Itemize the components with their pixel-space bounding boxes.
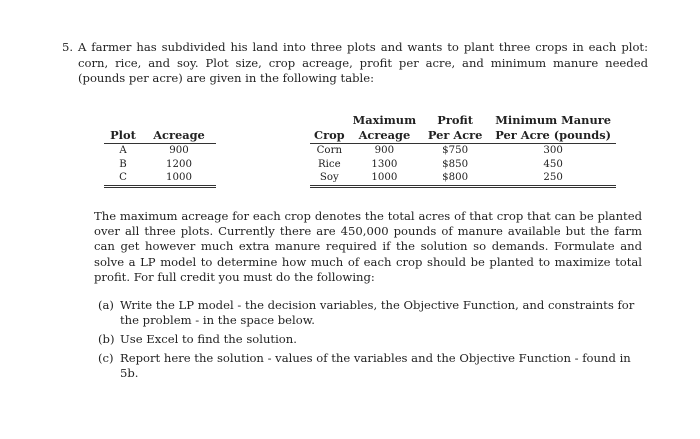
table-row (104, 144, 216, 158)
table-cell: A (119, 145, 127, 156)
table-cell: Corn (316, 145, 342, 156)
list-item (94, 332, 642, 347)
list-item (94, 351, 642, 381)
crop-header: Crop (310, 128, 349, 144)
crop-table-header-bottom (310, 128, 616, 144)
table-cell: $850 (442, 158, 469, 170)
table-cell: C (104, 171, 142, 186)
maximum-header: Maximum (352, 113, 417, 127)
table-row (310, 144, 616, 158)
table-cell: 450 (543, 158, 563, 170)
plot-table (104, 128, 216, 188)
table-cell: 1300 (371, 158, 398, 170)
profit-header: Profit (437, 113, 473, 127)
table-cell: 1200 (166, 158, 192, 170)
table-row (104, 158, 216, 172)
crop-table-header-top (310, 113, 616, 128)
table-cell: 300 (543, 145, 563, 156)
table-cell: B (119, 158, 127, 170)
table-cell: 900 (374, 145, 395, 156)
min-manure-header: Minimum Manure (495, 113, 611, 127)
per-acre-pounds-header: Per Acre (pounds) (490, 128, 616, 144)
table-cell: 900 (169, 145, 189, 156)
plot-table-header (104, 128, 216, 144)
acreage-header: Acreage (142, 128, 216, 144)
table-cell: $750 (442, 145, 469, 156)
problem-body: The maximum acreage for each crop denotes the total acres of that crop that can be planted over all three plots. Currently there are 450,000 pounds of manure available but the farm can get however much extra manure required if the solution so demands. Formulate and solve a LP model to determine how much of each crop should be planted to maximize total profit. For full credit you must do the following: (94, 209, 642, 284)
problem-statement (62, 40, 648, 87)
list-item (94, 298, 642, 328)
table-cell: Soy (310, 171, 349, 186)
part-label: (c) (98, 351, 114, 365)
crop-table (310, 113, 616, 188)
per-acre-header: Per Acre (420, 128, 490, 144)
part-text: Use Excel to find the solution. (120, 332, 297, 346)
acreage-header: Acreage (349, 128, 421, 144)
part-label: (b) (98, 332, 115, 346)
table-cell: 1000 (142, 171, 216, 186)
part-label: (a) (98, 298, 114, 312)
table-cell: 1000 (349, 171, 421, 186)
part-text: Report here the solution - values of the variables and the Objective Function - found in 5b. (120, 351, 631, 380)
table-cell: Rice (317, 158, 341, 170)
table-cell: $800 (420, 171, 490, 186)
problem-number: 5. (62, 40, 74, 54)
problem-intro: A farmer has subdivided his land into three plots and wants to plant three crops in each plot: corn, rice, and soy. Plot size, crop acreage, profit per acre, and minimum manure needed (pounds per acre) are given in the following table: (78, 40, 648, 85)
part-text: Write the LP model - the decision variables, the Objective Function, and constraints for the problem - in the space below. (120, 298, 635, 327)
table-row (310, 158, 616, 172)
sub-question-list (94, 298, 642, 385)
table-row (104, 171, 216, 186)
plot-header: Plot (104, 128, 142, 144)
table-row (310, 171, 616, 186)
blank-header (310, 113, 349, 128)
table-cell: 250 (490, 171, 616, 186)
